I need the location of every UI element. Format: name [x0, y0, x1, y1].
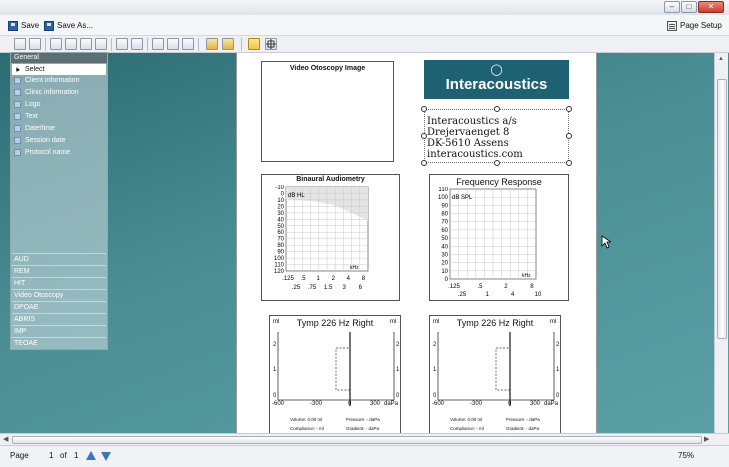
tymp-left-ytick: 2 [273, 342, 277, 348]
binaural-chart [262, 185, 399, 299]
field-icon [14, 149, 21, 156]
save-label: Save [21, 21, 40, 30]
frequency-response-chart [430, 187, 568, 299]
next-page-icon[interactable] [101, 452, 111, 461]
x-tick-label: 2 [504, 284, 508, 290]
field-icon [14, 77, 21, 84]
clinic-line: Interacoustics a/s [427, 116, 517, 127]
x-tick-label: 3 [342, 285, 346, 291]
status-bar [0, 445, 729, 467]
resize-handle[interactable] [421, 133, 427, 139]
toolbar-separator [198, 38, 199, 51]
y-tick-label: 60 [441, 227, 448, 234]
horizontal-scroll-thumb[interactable] [12, 436, 702, 444]
tymp-left-xtick: 300 [370, 401, 381, 407]
page-total: 1 [74, 451, 79, 460]
save-as-button[interactable] [44, 18, 93, 33]
tymp-right-box[interactable] [429, 315, 561, 433]
menu-bar [0, 15, 729, 36]
x-tick-label: .25 [457, 292, 467, 298]
logo-text: Interacoustics [445, 76, 548, 93]
send-back-icon[interactable] [29, 38, 41, 50]
tymp-left-xtick: 0 [348, 401, 352, 407]
tymp-right-ytick: 2 [433, 342, 437, 348]
y-tick-label: 90 [441, 203, 448, 210]
center-vertical-icon[interactable] [131, 38, 143, 50]
interacoustics-logo-icon: ◯ [490, 64, 503, 76]
page-setup-label: Page Setup [680, 21, 722, 30]
mouse-cursor-icon [601, 235, 611, 249]
tymp-left-box[interactable] [269, 315, 401, 433]
x-tick-label: 4 [346, 276, 351, 282]
tymp-right-unit-left: ml [433, 319, 440, 325]
panel-item-date-time[interactable] [12, 123, 106, 134]
x-tick-label: 1 [485, 292, 490, 298]
clinic-line: DK-5610 Assens [427, 138, 509, 149]
tymp-right-xtick: -300 [470, 401, 483, 407]
video-otoscopy-title: Video Otoscopy Image [289, 65, 366, 72]
vertical-scrollbar[interactable] [714, 53, 728, 433]
report-page[interactable] [236, 53, 597, 433]
y-tick-label: 110 [438, 187, 448, 193]
x-tick-label: .125 [448, 284, 460, 290]
frequency-unit: dB SPL [452, 195, 473, 201]
y-tick-label: 80 [277, 243, 284, 250]
y-tick-label: 50 [277, 223, 284, 230]
tymp-left-ytick-right: 1 [396, 367, 400, 373]
tymp-left-info: Compliance: - ml [290, 426, 324, 431]
align-left-icon[interactable] [50, 38, 62, 50]
frequency-xunit: kHz [522, 273, 531, 279]
save-button[interactable] [8, 18, 39, 33]
x-tick-label: .75 [307, 285, 317, 291]
panel-item-client-information[interactable] [12, 75, 106, 86]
clinic-line: interacoustics.com [427, 149, 523, 160]
panel-item-protocol-name[interactable] [12, 147, 106, 158]
x-tick-label: .5 [477, 284, 483, 290]
tymp-right-ytick-right: 2 [556, 342, 560, 348]
resize-handle[interactable] [494, 160, 500, 166]
panel-item-label: Client information [25, 77, 80, 84]
y-tick-label: 30 [441, 252, 448, 259]
tymp-left-xtick: -600 [272, 401, 285, 407]
resize-handle[interactable] [494, 106, 500, 112]
module-hit[interactable]: HIT [12, 277, 106, 288]
field-icon [14, 125, 21, 132]
y-tick-label: -10 [275, 185, 284, 191]
x-tick-label: 8 [530, 284, 534, 290]
y-tick-label: 100 [437, 195, 448, 202]
scroll-right-icon[interactable]: ▶ [704, 436, 710, 443]
x-tick-label: 8 [361, 276, 366, 282]
field-icon [14, 113, 21, 120]
toolbox-panel [10, 52, 108, 350]
grid-snap-icon[interactable] [265, 38, 277, 50]
y-tick-label: 40 [277, 217, 284, 224]
y-tick-label: 10 [277, 197, 284, 204]
tymp-right-xunit: daPa [544, 401, 559, 407]
tymp-right-info: Pressure: - daPa [506, 417, 540, 422]
y-tick-label: 20 [277, 204, 284, 211]
x-tick-label: 1.5 [323, 285, 333, 291]
y-tick-label: 50 [441, 236, 448, 243]
panel-item-label: Session date [25, 137, 66, 144]
resize-handle[interactable] [566, 106, 572, 112]
tymp-right-info: Compliance: - ml [450, 426, 484, 431]
floppy-disk-icon [8, 21, 18, 31]
module-aud[interactable]: AUD [12, 253, 106, 264]
align-right-icon[interactable] [65, 38, 77, 50]
tymp-right-info: Volume: 0,00 ml [450, 417, 483, 422]
x-tick-label: 6 [358, 285, 362, 291]
tymp-right-xtick: 0 [508, 401, 512, 407]
x-tick-label: 2 [331, 276, 335, 282]
toolbar [0, 36, 729, 53]
save-as-label: Save As... [57, 21, 94, 30]
tymp-left-xunit: daPa [384, 401, 399, 407]
clinic-information-box[interactable] [424, 109, 569, 163]
field-icon [14, 89, 21, 96]
panel-item-label: Select [25, 66, 45, 73]
y-tick-label: 0 [444, 277, 448, 283]
resize-handle[interactable] [566, 133, 572, 139]
page-label: Page [10, 451, 29, 460]
panel-item-label: Text [25, 113, 38, 120]
tymp-left-ytick-right: 2 [396, 342, 400, 348]
page-current[interactable]: 1 [49, 451, 54, 460]
resize-handle[interactable] [421, 106, 427, 112]
tymp-left-ytick: 0 [273, 393, 277, 399]
horizontal-scrollbar[interactable] [0, 433, 729, 445]
close-button[interactable]: ✕ [698, 1, 724, 13]
y-tick-label: 110 [274, 262, 284, 269]
paste-icon[interactable] [222, 38, 234, 50]
resize-handle[interactable] [566, 160, 572, 166]
tymp-right-ytick-right: 1 [556, 367, 560, 373]
align-top-icon[interactable] [80, 38, 92, 50]
tymp-left-unit-right: ml [390, 319, 397, 325]
field-icon [14, 137, 21, 144]
tymp-right-unit-right: ml [550, 319, 557, 325]
panel-item-label: Clinic information [25, 89, 79, 96]
resize-handle[interactable] [421, 160, 427, 166]
binaural-title: Binaural Audiometry [296, 176, 365, 183]
x-tick-label: 10 [534, 292, 542, 298]
tymp-left-unit-left: ml [273, 319, 280, 325]
y-tick-label: 60 [277, 230, 284, 237]
panel-item-select[interactable] [12, 64, 106, 75]
scroll-up-icon[interactable]: ▲ [718, 56, 724, 62]
binaural-unit: dB HL [288, 193, 305, 199]
y-tick-label: 70 [441, 219, 448, 226]
panel-item-logo[interactable] [12, 99, 106, 110]
y-tick-label: 40 [441, 244, 448, 251]
module-video-otoscopy[interactable]: Video Otoscopy [12, 289, 106, 300]
tymp-right-xtick: -600 [432, 401, 445, 407]
tymp-right-ytick: 1 [433, 367, 437, 373]
same-width-icon[interactable] [167, 38, 179, 50]
toolbar-separator [147, 38, 148, 51]
page-setup-icon [667, 21, 677, 31]
frequency-response-box[interactable] [429, 174, 569, 301]
panel-item-session-date[interactable] [12, 135, 106, 146]
panel-item-text[interactable] [12, 111, 106, 122]
module-abris[interactable]: ABRIS [12, 313, 106, 324]
same-size-icon[interactable] [152, 38, 164, 50]
y-tick-label: 70 [277, 236, 284, 243]
y-tick-label: 10 [441, 268, 448, 275]
binaural-audiometry-box[interactable] [261, 174, 400, 301]
module-imp[interactable]: IMP [12, 325, 106, 336]
tymp-left-ytick: 1 [273, 367, 277, 373]
tymp-right-ytick: 0 [433, 393, 437, 399]
tymp-right-title: Tymp 226 Hz Right [456, 318, 534, 328]
same-height-icon[interactable] [182, 38, 194, 50]
bring-front-icon[interactable] [14, 38, 26, 50]
minimize-button[interactable]: – [664, 1, 680, 13]
clinic-line: Drejervaenget 8 [427, 127, 510, 138]
x-tick-label: .25 [291, 285, 301, 291]
y-tick-label: 30 [277, 210, 284, 217]
panel-header: General [11, 53, 107, 63]
tymp-right-ytick-right: 0 [556, 393, 560, 399]
copy-icon[interactable] [206, 38, 218, 50]
y-tick-label: 0 [280, 191, 284, 198]
vertical-scroll-thumb[interactable] [717, 79, 727, 339]
previous-page-icon[interactable] [86, 451, 96, 460]
maximize-button[interactable]: □ [681, 1, 697, 13]
toolbar-separator [241, 38, 242, 51]
x-tick-label: 4 [510, 292, 515, 298]
panel-item-label: Protocol name [25, 149, 71, 156]
page-view-icon[interactable] [248, 38, 260, 50]
of-label: of [60, 451, 67, 460]
zoom-level[interactable]: 75% [678, 451, 695, 460]
panel-item-clinic-information[interactable] [12, 87, 106, 98]
module-rem[interactable]: REM [12, 265, 106, 276]
tymp-left-info: Pressure: - daPa [346, 417, 380, 422]
title-bar [0, 0, 729, 15]
frequency-response-title: Frequency Response [456, 177, 542, 187]
binaural-xunit: kHz [350, 265, 359, 271]
pointer-icon [14, 66, 21, 73]
tymp-right-xtick: 300 [530, 401, 541, 407]
y-tick-label: 20 [441, 260, 448, 267]
field-icon [14, 101, 21, 108]
panel-item-label: Date/time [25, 125, 55, 132]
logo[interactable] [424, 60, 569, 99]
center-horizontal-icon[interactable] [116, 38, 128, 50]
tymp-left-info: Gradient: - daPa [346, 426, 380, 431]
y-tick-label: 100 [273, 256, 284, 263]
y-tick-label: 90 [277, 249, 284, 256]
x-tick-label: .125 [282, 276, 294, 282]
tymp-left-xtick: -300 [310, 401, 323, 407]
tymp-right-info: Gradient: - daPa [506, 426, 540, 431]
x-tick-label: 1 [316, 276, 320, 282]
tymp-left-info: Volume: 0,00 ml [290, 417, 323, 422]
tymp-left-title: Tymp 226 Hz Right [296, 318, 374, 328]
y-tick-label: 80 [441, 211, 448, 218]
module-dpoae[interactable]: DPOAE [12, 301, 106, 312]
tymp-left-ytick-right: 0 [396, 393, 400, 399]
page-setup-button[interactable] [667, 18, 722, 33]
y-tick-label: 120 [273, 269, 284, 275]
toolbar-separator [45, 38, 46, 51]
align-bottom-icon[interactable] [95, 38, 107, 50]
toolbar-separator [111, 38, 112, 51]
module-teoae[interactable]: TEOAE [12, 337, 106, 348]
scroll-left-icon[interactable]: ◀ [3, 436, 9, 443]
floppy-disk-icon [44, 21, 54, 31]
video-otoscopy-box[interactable] [261, 61, 394, 162]
panel-item-label: Logo [25, 101, 41, 108]
x-tick-label: .5 [300, 276, 306, 282]
